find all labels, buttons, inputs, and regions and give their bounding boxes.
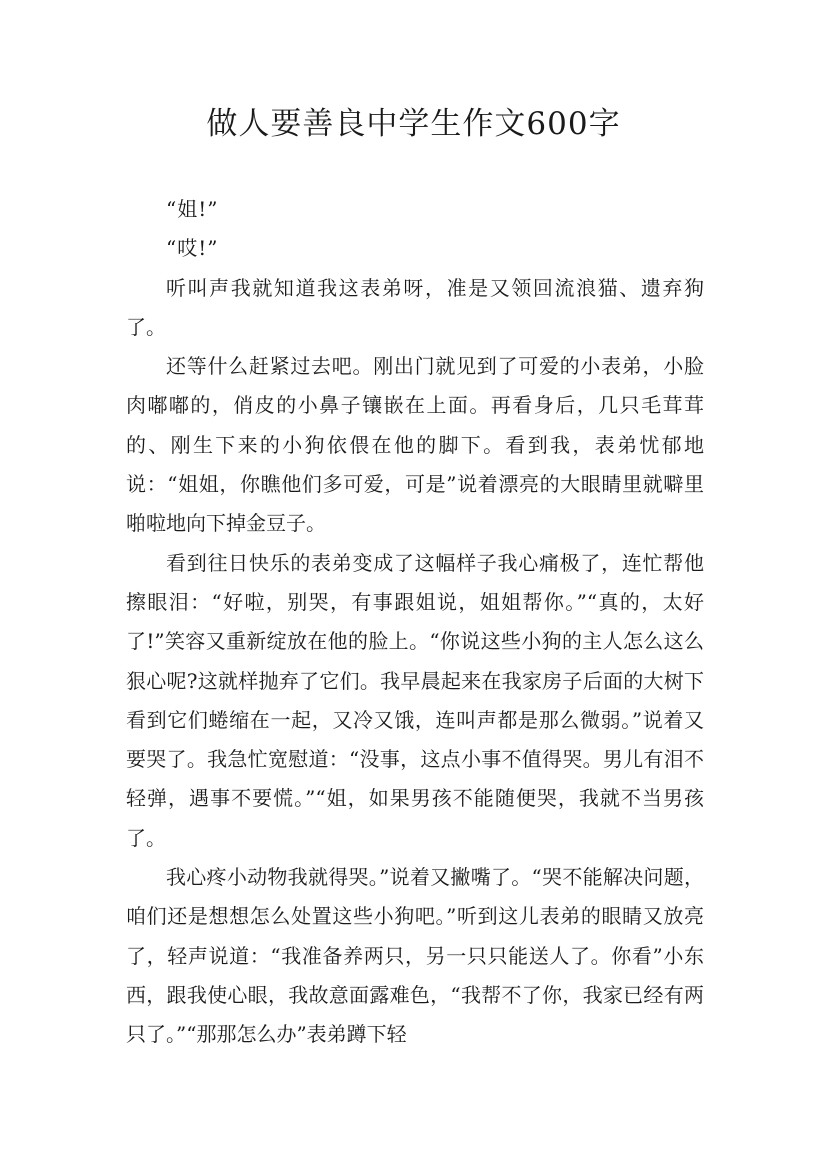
paragraph: 还等什么赶紧过去吧。刚出门就见到了可爱的小表弟，小脸肉嘟嘟的，俏皮的小鼻子镶嵌在上面。再看身后，几只毛茸茸的、刚生下来的小狗依偎在他的脚下。看到我，表弟忧郁地说：“姐姐，你瞧他们多可爱，可是”说着漂亮的大眼睛里就噼里啪啦地向下掉金豆子。 [126,354,704,536]
paragraph: “哎!” [166,236,219,261]
paragraph: “姐!” [166,197,219,221]
paragraph: 看到往日快乐的表弟变成了这幅样子我心痛极了，连忙帮他擦眼泪：“好啦，别哭，有事跟姐说，姐姐帮你。”“真的，太好了!”笑容又重新绽放在他的脸上。“你说这些小狗的主人怎么这么狠心呢?这就样抛弃了它们。我早晨起来在我家房子后面的大树下看到它们蜷缩在一起，又冷又饿，连叫声都是那么微弱。”说着又要哭了。我急忙宽慰道：“没事，这点小事不值得哭。男儿有泪不轻弹，遇事不要慌。”“姐，如果男孩不能随便哭，我就不当男孩了。 [126,550,704,850]
document-title: 做人要善良中学生作文600字 [206,106,621,142]
paragraph: 听叫声我就知道我这表弟呀，准是又领回流浪猫、遗弃狗了。 [126,275,704,339]
paragraph: 我心疼小动物我就得哭。”说着又撇嘴了。“哭不能解决问题，咱们还是想想怎么处置这些小狗吧。”听到这儿表弟的眼睛又放亮了，轻声说道：“我准备养两只，另一只只能送人了。你看”小东西，跟我使心眼，我故意面露难色，“我帮不了你，我家已经有两只了。”“那那怎么办”表弟蹲下轻 [126,865,704,1047]
document-body [126,190,704,1055]
